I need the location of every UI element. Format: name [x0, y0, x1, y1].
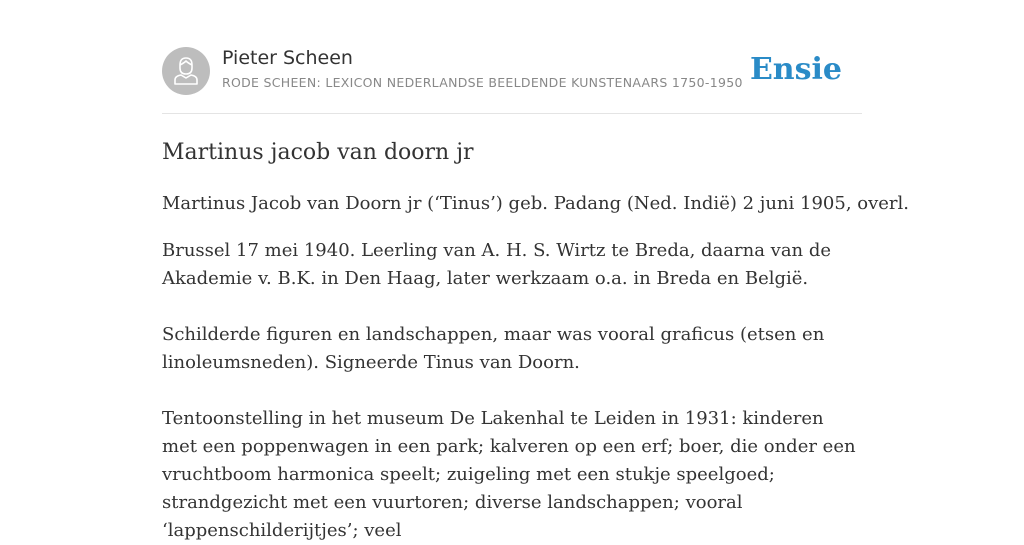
- source-title[interactable]: RODE SCHEEN: LEXICON NEDERLANDSE BEELDENDE KUNSTENAARS 1750-1950: [222, 75, 743, 90]
- paragraph: Brussel 17 mei 1940. Leerling van A. H. S. Wirtz te Breda, daarna van de Akademie v. B.K. in Den Haag, later werkzaam o.a. in Breda en België.: [162, 240, 832, 289]
- paragraph: Martinus Jacob van Doorn jr (‘Tinus’) geb. Padang (Ned. Indië) 2 juni 1905, overl.: [162, 193, 909, 214]
- header-divider: [162, 113, 862, 114]
- paragraph: Tentoonstelling in het museum De Lakenhal te Leiden in 1931: kinderen met een poppenwagen in een park; kalveren op een erf; boer, die onder een vruchtboom harmonica speelt; zuigeling met een stukje speelgoed; strandgezicht met een vuurtoren; diverse landschappen; vooral ‘lappenschilderijtjes’; veel: [162, 408, 856, 541]
- author-header: [162, 47, 862, 95]
- article-body: [162, 190, 909, 545]
- user-icon: [162, 47, 210, 95]
- author-name[interactable]: Pieter Scheen: [222, 47, 353, 69]
- paragraph: Schilderde figuren en landschappen, maar was vooral graficus (etsen en linoleumsneden). Signeerde Tinus van Doorn.: [162, 324, 825, 373]
- ensie-logo[interactable]: Ensie: [749, 52, 842, 87]
- author-avatar[interactable]: [162, 47, 210, 95]
- article-title: Martinus jacob van doorn jr: [162, 140, 474, 165]
